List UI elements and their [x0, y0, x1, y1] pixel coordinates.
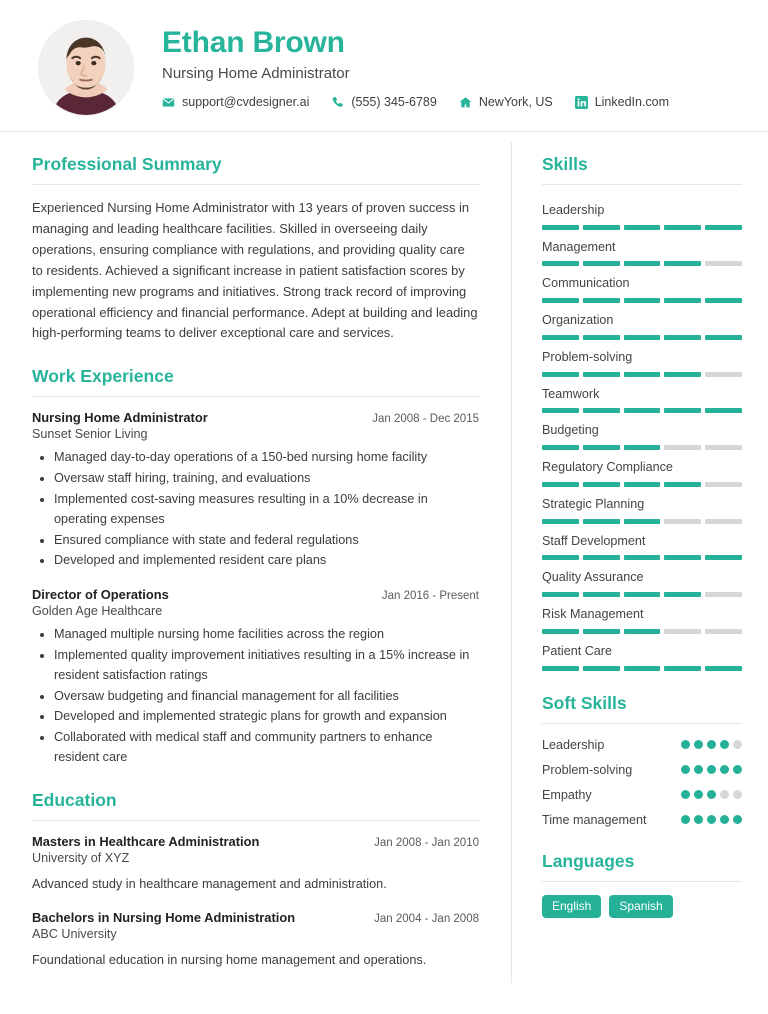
skill-level-bar — [542, 335, 742, 340]
summary-text: Experienced Nursing Home Administrator with 13 years of proven success in managing and leading healthcare facilities. Skilled in overseeing daily operations, ensuring compliance with regulations, and providing quality care to residents. Achieved a significant increase in patient satisfaction scores by implementing new programs and initiatives. Strong track record of improving operational efficiency and financial performance. Adept at building and leading high-performing teams to deliver exceptional care and services. — [32, 200, 478, 341]
skill-row — [542, 418, 742, 450]
skill-segment — [583, 335, 620, 340]
skill-segment — [542, 555, 579, 560]
rating-dot — [707, 740, 716, 749]
skill-segment — [705, 666, 742, 671]
skill-segment — [583, 298, 620, 303]
section-rule — [542, 881, 742, 882]
list-item: • Oversaw budgeting and financial management for all facilities — [54, 687, 479, 707]
header-text — [134, 26, 744, 109]
skill-level-bar — [542, 555, 742, 560]
rating-dot — [681, 740, 690, 749]
languages-list — [542, 895, 742, 918]
list-item: • Managed day-to-day operations of a 150-bed nursing home facility — [54, 448, 479, 468]
section-rule — [32, 184, 479, 185]
contact-email[interactable] — [162, 95, 309, 109]
education-degree: Bachelors in Nursing Home Administration — [32, 909, 296, 925]
education-school: ABC University — [32, 926, 117, 941]
soft-skill-label: Empathy — [542, 787, 592, 802]
soft-skill-row — [542, 787, 742, 804]
skill-level-bar — [542, 482, 742, 487]
soft-skill-row — [542, 762, 742, 779]
education-description: Advanced study in healthcare management and administration. — [32, 876, 387, 891]
education-entry-head — [32, 834, 479, 849]
rating-dot — [720, 815, 729, 824]
skill-segment — [705, 445, 742, 450]
skill-segment — [542, 261, 579, 266]
experience-company: Golden Age Healthcare — [32, 604, 163, 619]
skill-row — [542, 602, 742, 634]
skills-list — [542, 198, 742, 671]
rating-dot — [681, 790, 690, 799]
skill-segment — [705, 261, 742, 266]
skill-segment — [583, 592, 620, 597]
section-title-soft-skills: Soft Skills — [542, 692, 627, 713]
skill-label: Risk Management — [542, 607, 644, 622]
skill-segment — [705, 408, 742, 413]
soft-skill-label: Time management — [542, 812, 647, 827]
experience-job-title: Director of Operations — [32, 587, 169, 603]
linkedin-icon — [575, 96, 588, 109]
skill-label: Teamwork — [542, 386, 600, 401]
education-entry — [32, 834, 479, 894]
rating-dot — [733, 790, 742, 799]
skill-segment — [583, 372, 620, 377]
rating-dot — [707, 790, 716, 799]
envelope-icon — [162, 96, 175, 109]
skill-segment — [624, 519, 661, 524]
skill-row — [542, 235, 742, 267]
section-languages — [542, 851, 742, 918]
rating-dot — [681, 765, 690, 774]
rating-dot — [681, 815, 690, 824]
skill-segment — [583, 555, 620, 560]
skill-segment — [583, 519, 620, 524]
rating-dot — [694, 765, 703, 774]
contact-location[interactable] — [459, 95, 553, 109]
skill-segment — [542, 519, 579, 524]
skill-segment — [624, 555, 661, 560]
section-skills — [542, 154, 742, 671]
candidate-name: Ethan Brown — [162, 26, 345, 59]
experience-entry-head — [32, 410, 479, 425]
skill-level-bar — [542, 408, 742, 413]
experience-bullets — [32, 448, 479, 571]
skill-segment — [664, 445, 701, 450]
education-school: University of XYZ — [32, 850, 130, 865]
soft-skills-list — [542, 737, 742, 829]
section-rule — [32, 820, 479, 821]
soft-skill-rating-dots — [681, 812, 742, 824]
skill-segment — [583, 666, 620, 671]
contact-phone-value: (555) 345-6789 — [351, 95, 437, 109]
skill-segment — [542, 408, 579, 413]
skill-segment — [705, 592, 742, 597]
skill-level-bar — [542, 592, 742, 597]
section-professional-summary — [32, 154, 479, 344]
skill-row — [542, 492, 742, 524]
skill-segment — [664, 555, 701, 560]
rating-dot — [720, 790, 729, 799]
section-title-summary: Professional Summary — [32, 154, 222, 174]
resume-header — [0, 0, 768, 132]
skill-segment — [705, 372, 742, 377]
experience-date: Jan 2008 - Dec 2015 — [372, 413, 479, 426]
profile-photo-illustration — [39, 21, 133, 115]
skill-row — [542, 198, 742, 230]
skill-row — [542, 565, 742, 597]
skill-level-bar — [542, 445, 742, 450]
skill-segment — [624, 445, 661, 450]
skill-segment — [624, 482, 661, 487]
avatar — [38, 20, 134, 116]
skill-segment — [542, 372, 579, 377]
skill-segment — [624, 335, 661, 340]
soft-skill-row — [542, 737, 742, 754]
rating-dot — [694, 740, 703, 749]
skill-segment — [542, 335, 579, 340]
experience-date: Jan 2016 - Present — [381, 590, 479, 603]
experience-entry-head — [32, 587, 479, 602]
skill-segment — [542, 482, 579, 487]
skill-segment — [664, 629, 701, 634]
skill-segment — [624, 592, 661, 597]
rating-dot — [733, 765, 742, 774]
section-title-education: Education — [32, 789, 117, 810]
skill-segment — [583, 445, 620, 450]
skill-row — [542, 271, 742, 303]
skill-level-bar — [542, 225, 742, 230]
skill-segment — [624, 408, 661, 413]
list-item: • Developed and implemented resident care plans — [54, 551, 479, 571]
skill-segment — [705, 225, 742, 230]
skill-label: Problem-solving — [542, 349, 633, 364]
skill-segment — [664, 298, 701, 303]
skill-segment — [664, 592, 701, 597]
rating-dot — [733, 815, 742, 824]
section-soft-skills — [542, 693, 742, 829]
section-rule — [32, 396, 479, 397]
skill-segment — [664, 261, 701, 266]
skill-segment — [705, 335, 742, 340]
rating-dot — [733, 740, 742, 749]
skill-segment — [624, 629, 661, 634]
skill-segment — [664, 519, 701, 524]
rating-dot — [720, 765, 729, 774]
skill-segment — [542, 592, 579, 597]
skill-label: Communication — [542, 276, 630, 291]
experience-bullets — [32, 625, 479, 768]
skill-segment — [542, 629, 579, 634]
skill-segment — [583, 261, 620, 266]
skill-segment — [664, 482, 701, 487]
skill-segment — [583, 629, 620, 634]
rating-dot — [694, 790, 703, 799]
education-date: Jan 2008 - Jan 2010 — [374, 836, 479, 849]
skill-segment — [705, 298, 742, 303]
skill-row — [542, 529, 742, 561]
list-item: • Developed and implemented strategic plans for growth and expansion — [54, 707, 479, 727]
skill-segment — [664, 225, 701, 230]
list-item: • Implemented quality improvement initiatives resulting in a 15% increase in resident satisfaction ratings — [54, 646, 479, 686]
contact-phone[interactable] — [331, 95, 436, 109]
skill-label: Regulatory Compliance — [542, 460, 673, 475]
list-item: • Implemented cost-saving measures resulting in a 10% decrease in operating expenses — [54, 490, 479, 530]
main-column — [0, 132, 511, 992]
skill-label: Leadership — [542, 203, 605, 217]
skill-level-bar — [542, 372, 742, 377]
skill-segment — [664, 666, 701, 671]
skill-label: Staff Development — [542, 533, 646, 548]
contact-email-value: support@cvdesigner.ai — [182, 95, 310, 109]
skill-row — [542, 345, 742, 377]
section-education — [32, 790, 479, 970]
soft-skill-label: Leadership — [542, 737, 605, 752]
skill-label: Strategic Planning — [542, 496, 645, 511]
contact-list — [162, 95, 744, 109]
contact-linkedin[interactable] — [575, 95, 669, 109]
soft-skill-rating-dots — [681, 787, 742, 799]
skill-level-bar — [542, 261, 742, 266]
skill-level-bar — [542, 298, 742, 303]
skill-label: Organization — [542, 313, 614, 328]
skill-label: Patient Care — [542, 643, 613, 658]
soft-skill-row — [542, 812, 742, 829]
skill-label: Budgeting — [542, 423, 599, 438]
education-date: Jan 2004 - Jan 2008 — [374, 912, 479, 925]
skill-level-bar — [542, 519, 742, 524]
skill-segment — [624, 298, 661, 303]
skill-segment — [705, 629, 742, 634]
skill-level-bar — [542, 666, 742, 671]
section-work-experience — [32, 366, 479, 768]
experience-entry — [32, 410, 479, 571]
skill-segment — [705, 519, 742, 524]
skill-segment — [542, 298, 579, 303]
education-description: Foundational education in nursing home management and operations. — [32, 952, 427, 967]
phone-icon — [331, 96, 344, 109]
skill-segment — [583, 408, 620, 413]
rating-dot — [707, 815, 716, 824]
education-entry-head — [32, 910, 479, 925]
soft-skill-rating-dots — [681, 762, 742, 774]
skill-segment — [664, 335, 701, 340]
home-icon — [459, 96, 472, 109]
sidebar-column — [512, 132, 768, 940]
skill-segment — [664, 408, 701, 413]
section-title-skills: Skills — [542, 154, 588, 174]
list-item: • Ensured compliance with state and federal regulations — [54, 531, 479, 551]
skill-segment — [624, 372, 661, 377]
skill-label: Management — [542, 239, 616, 254]
soft-skill-label: Problem-solving — [542, 762, 633, 777]
candidate-role: Nursing Home Administrator — [162, 64, 350, 82]
skill-segment — [624, 261, 661, 266]
language-chip: English — [542, 895, 601, 918]
experience-company: Sunset Senior Living — [32, 427, 148, 442]
skill-row — [542, 455, 742, 487]
skill-segment — [583, 225, 620, 230]
skill-level-bar — [542, 629, 742, 634]
skill-segment — [664, 372, 701, 377]
rating-dot — [720, 740, 729, 749]
contact-location-value: NewYork, US — [478, 95, 553, 109]
skill-segment — [624, 225, 661, 230]
list-item: • Managed multiple nursing home facilities across the region — [54, 625, 479, 645]
section-title-languages: Languages — [542, 850, 635, 871]
contact-linkedin-value: LinkedIn.com — [594, 95, 670, 109]
list-item: • Collaborated with medical staff and community partners to enhance resident care — [54, 728, 479, 768]
skill-label: Quality Assurance — [542, 570, 644, 585]
section-title-experience: Work Experience — [32, 366, 174, 387]
skill-row — [542, 639, 742, 671]
resume-body — [0, 132, 768, 1014]
experience-job-title: Nursing Home Administrator — [32, 410, 208, 426]
skill-segment — [705, 482, 742, 487]
skill-segment — [624, 666, 661, 671]
section-rule — [542, 184, 742, 185]
rating-dot — [707, 765, 716, 774]
skill-segment — [705, 555, 742, 560]
skill-row — [542, 308, 742, 340]
education-entry — [32, 910, 479, 970]
soft-skill-rating-dots — [681, 737, 742, 749]
language-chip: Spanish — [609, 895, 672, 918]
education-degree: Masters in Healthcare Administration — [32, 833, 260, 849]
section-rule — [542, 723, 742, 724]
experience-entry — [32, 587, 479, 768]
list-item: • Oversaw staff hiring, training, and evaluations — [54, 469, 479, 489]
skill-segment — [542, 445, 579, 450]
skill-row — [542, 382, 742, 414]
skill-segment — [542, 666, 579, 671]
rating-dot — [694, 815, 703, 824]
skill-segment — [542, 225, 579, 230]
skill-segment — [583, 482, 620, 487]
